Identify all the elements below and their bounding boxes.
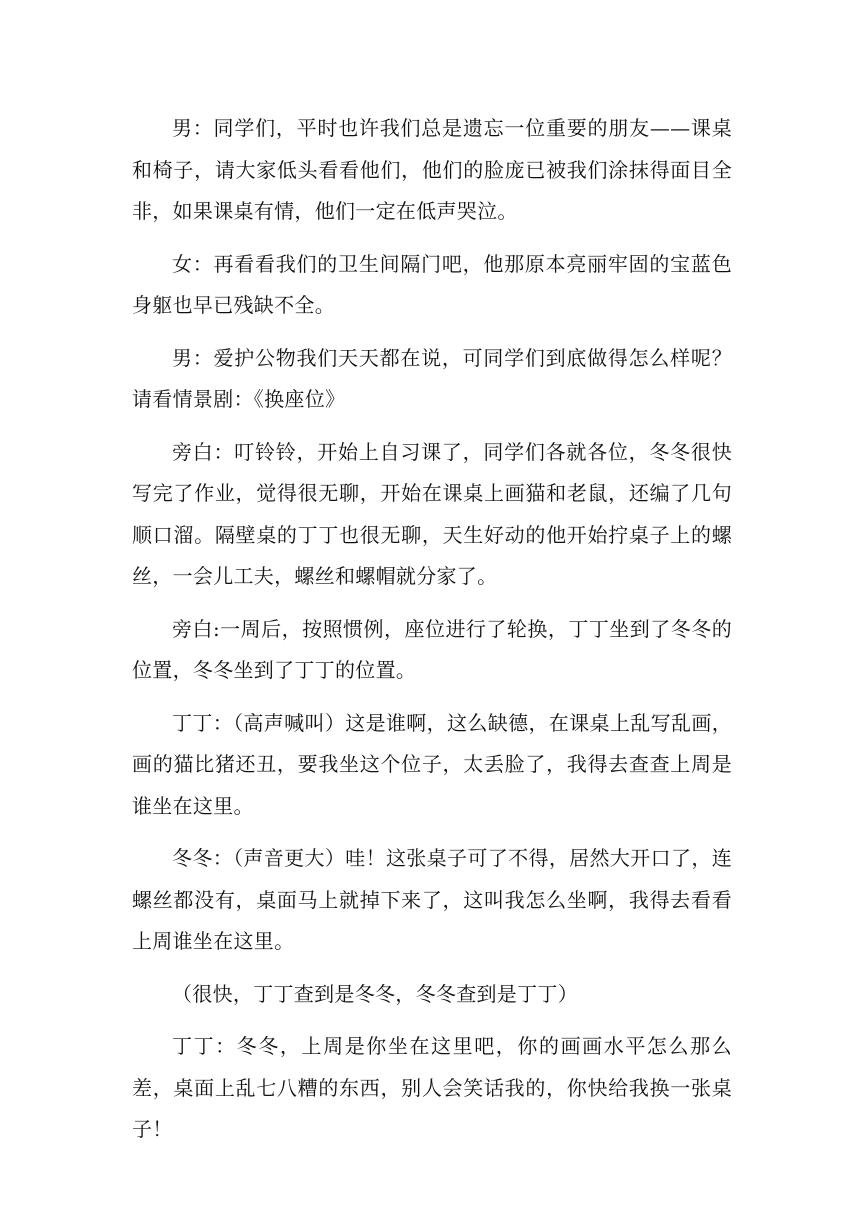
document-body bbox=[132, 108, 732, 1162]
paragraph-male-skit-intro: 男：爱护公物我们天天都在说，可同学们到底做得怎么样呢？请看情景剧：《换座位》 bbox=[132, 345, 732, 411]
paragraph-narration-1: 旁白：叮铃铃，开始上自习课了，同学们各就各位，冬冬很快写完了作业，觉得很无聊，开始在课桌上画猫和老鼠，还编了几句顺口溜。隔壁桌的丁丁也很无聊，天生好动的他开始拧桌子上的螺丝，一会儿工夫，螺丝和螺帽就分家了。 bbox=[132, 439, 732, 588]
paragraph-narration-2: 旁白:一周后，按照惯例，座位进行了轮换，丁丁坐到了冬冬的位置，冬冬坐到了丁丁的位置。 bbox=[132, 616, 732, 682]
paragraph-dongdong-1: 冬冬：（声音更大）哇！这张桌子可了不得，居然大开口了，连螺丝都没有，桌面马上就掉下来了，这叫我怎么坐啊，我得去看看上周谁坐在这里。 bbox=[132, 846, 732, 953]
paragraph-dingding-2: 丁丁：冬冬，上周是你坐在这里吧，你的画画水平怎么那么差，桌面上乱七八糟的东西，别人会笑话我的，你快给我换一张桌子！ bbox=[132, 1034, 732, 1141]
paragraph-female-restroom: 女：再看看我们的卫生间隔门吧，他那原本亮丽牢固的宝蓝色身躯也早已残缺不全。 bbox=[132, 251, 732, 317]
paragraph-male-intro: 男：同学们，平时也许我们总是遗忘一位重要的朋友——课桌和椅子，请大家低头看看他们，他们的脸庞已被我们涂抹得面目全非，如果课桌有情，他们一定在低声哭泣。 bbox=[132, 116, 732, 223]
paragraph-stage-direction: （很快，丁丁查到是冬冬，冬冬查到是丁丁） bbox=[172, 981, 578, 1006]
paragraph-dingding-1: 丁丁：（高声喊叫）这是谁啊，这么缺德，在课桌上乱写乱画，画的猫比猪还丑，要我坐这个位子，太丢脸了，我得去查查上周是谁坐在这里。 bbox=[132, 710, 732, 818]
